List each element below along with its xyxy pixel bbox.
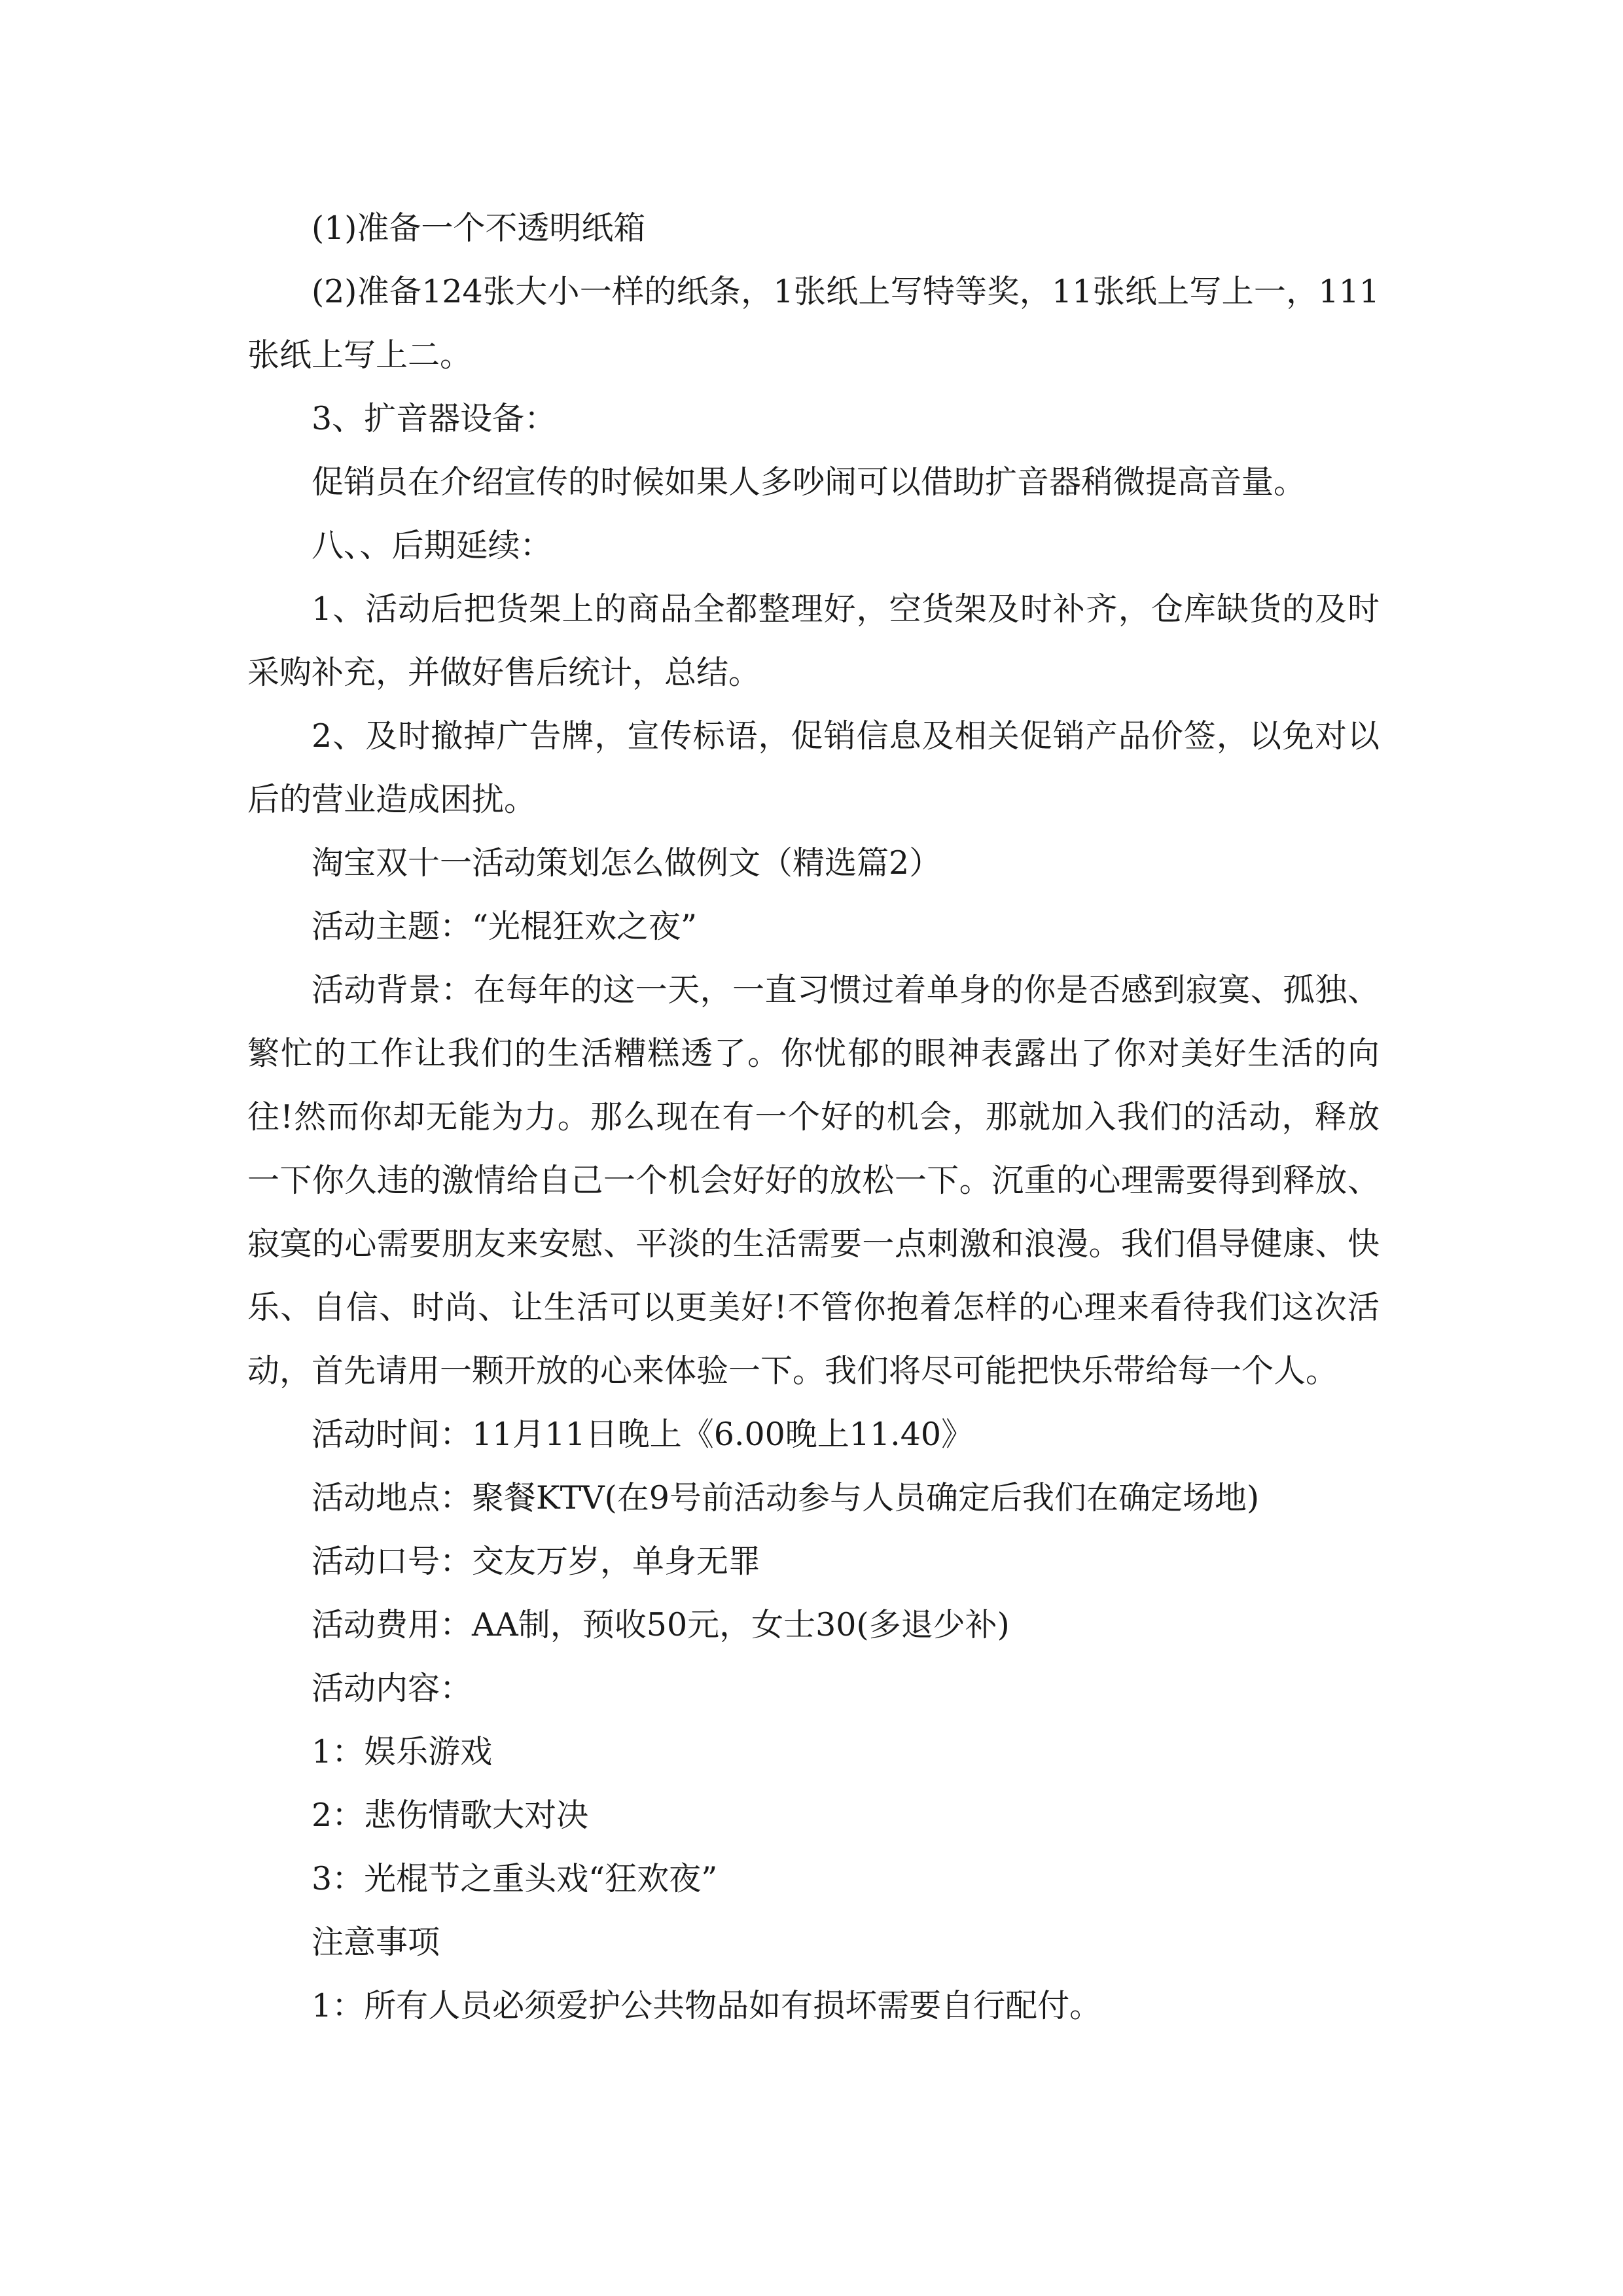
paragraph-content-heading: 活动内容： (312, 1670, 473, 1707)
paragraph-background: 活动背景：在每年的这一天，一直习惯过着单身的你是否感到寂寞、孤独、繁忙的工作让我们的生活糟糕透了。你忧郁的眼神表露出了你对美好生活的向往!然而你却无能为力。那么现在有一个好的机会，那就加入我们的活动，释放一下你久违的激情给自己一个机会好好的放松一下。沉重的心理需要得到释放、寂寞的心需要朋友来安慰、平淡的生活需要一点刺激和浪漫。我们倡导健康、快乐、自信、时尚、让生活可以更美好!不管你抱着怎样的心理来看待我们这次活动，首先请用一颗开放的心来体验一下。我们将尽可能把快乐带给每一个人。 (247, 971, 1380, 1390)
paragraph-fee: 活动费用：AA制，预收50元，女士30(多退少补) (312, 1606, 1010, 1643)
paragraph-theme: 活动主题：“光棍狂欢之夜” (312, 908, 698, 945)
paragraph-slogan: 活动口号：交友万岁，单身无罪 (312, 1543, 761, 1580)
paragraph-location: 活动地点：聚餐KTV(在9号前活动参与人员确定后我们在确定场地) (312, 1479, 1260, 1516)
paragraph-followup-2: 2、及时撤掉广告牌，宣传标语，促销信息及相关促销产品价签，以免对以后的营业造成困扰。 (247, 717, 1380, 818)
paragraph-amplifier-heading: 3、扩音器设备： (312, 400, 557, 437)
list-item-carnival: 3：光棍节之重头戏“狂欢夜” (312, 1860, 718, 1897)
paragraph-time: 活动时间：11月11日晚上《6.00晚上11.40》 (312, 1416, 974, 1453)
section-title: 淘宝双十一活动策划怎么做例文（精选篇2） (312, 844, 942, 882)
paragraph-notes-heading: 注意事项 (312, 1924, 440, 1961)
list-item-note-1: 1：所有人员必须爱护公共物品如有损坏需要自行配付。 (312, 1987, 1102, 2024)
document-body (247, 196, 1380, 2037)
paragraph-prep-slips: (2)准备124张大小一样的纸条，1张纸上写特等奖，11张纸上写上一，111张纸上写上二。 (247, 273, 1380, 374)
paragraph-followup-1: 1、活动后把货架上的商品全都整理好，空货架及时补齐，仓库缺货的及时采购补充，并做好售后统计，总结。 (247, 590, 1380, 691)
list-item-songs: 2：悲伤情歌大对决 (312, 1797, 589, 1834)
list-item-games: 1：娱乐游戏 (312, 1733, 493, 1770)
paragraph-amplifier-note: 促销员在介绍宣传的时候如果人多吵闹可以借助扩音器稍微提高音量。 (312, 463, 1306, 501)
paragraph-followup-heading: 八、、后期延续： (312, 527, 552, 564)
paragraph-prep-box: (1)准备一个不透明纸箱 (312, 209, 646, 247)
